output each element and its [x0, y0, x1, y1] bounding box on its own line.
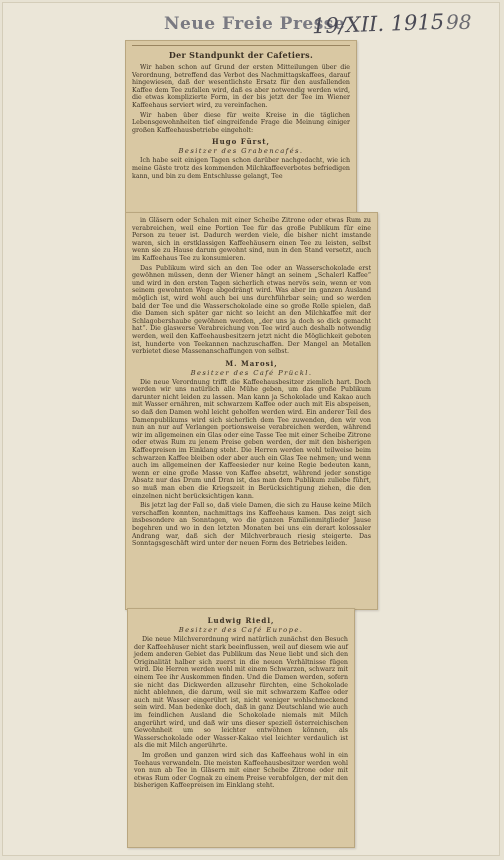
- clipping-top: [125, 40, 357, 213]
- page-number: 98: [446, 10, 472, 34]
- author-name: M. Marosi,: [225, 358, 278, 368]
- author-name: Hugo Fürst,: [212, 137, 270, 147]
- handwritten-date: 19/XII. 1915: [311, 9, 445, 39]
- paragraph: Wir haben schon auf Grund der ersten Mitteilungen über die Verordnung, betreffend das Verbot des Nachmittagskaffees, darauf hingewiesen, daß der wesentlichste Ersatz für den ausfallenden Kaffee dem Tee zufallen wird, daß es aber notwendig werden wird, die etwas komplizierte Form, in der bis jetzt der Tee im Wiener Kaffeehaus serviert wird, zu vereinfachen.: [132, 64, 350, 109]
- article-headline: Der Standpunkt der Cafetiers.: [168, 50, 314, 60]
- paragraph: Bis jetzt lag der Fall so, daß viele Damen, die sich zu Hause keine Milch verschaffen konnten, nachmittags ins Kaffeehaus kamen. Das zeigt sich insbesondere an Sonntagen, wo die ganzen Familienmitglieder Jause begehren und wo in den letzten Monaten bei uns ein derart kolossaler Andrang war, daß sich der Milchverbrauch riesig steigerte. Das Sonntagsgeschäft wird unter der neuen Form des Betriebes leiden.: [132, 502, 371, 548]
- paragraph: Die neue Milchverordnung wird natürlich zunächst den Besuch der Kaffeehäuser nicht stark beeinflussen, weil auf diesem wie auf jedem anderen Gebiet das Publikum das Neue liebt und sich den Originalität halber sich zuerst in die neuen Verhältnisse fügen wird. Die Herren werden wohl mit einem Schwarzen, schwarz mit einem Tee ihr Auskommen finden. Und die Damen werden, sofern sie nicht das Dickwerden allzusehr fürchten, eine Schokolade nicht ablehnen, die darum, weil sie mit schwarzem Kaffee oder auch mit Wasser eingerührt ist, nicht weniger wohlschmeckend sein wird. Man bedenke doch, daß in ganz Deutschland wie auch im feindlichen Ausland die Schokolade niemals mit Milch angerührt wird, und daß wir uns dieser speziell österreichischen Gewohnheit um so leichter entwöhnen können, als Wasserschokolade oder Wasser-Kakao viel leichter verdaulich ist als die mit Milch angerührte.: [134, 636, 348, 750]
- paragraph: Ich habe seit einigen Tagen schon darüber nachgedacht, wie ich meine Gäste trotz des kommenden Milchkaffeeverbotes befriedigen kann, und bin zu dem Entschlusse gelangt, Tee: [132, 157, 350, 180]
- author-role: Besitzer des Grabencafés.: [178, 147, 304, 156]
- paragraph: Wir haben über diese für weite Kreise in die täglichen Lebensgewohnheiten tief eingreifende Frage die Meinung einiger großen Kaffeehausbetriebe eingeholt:: [132, 111, 350, 134]
- paragraph: Das Publikum wird sich an den Tee oder an Wasserschokolade erst gewöhnen müssen, denn der Wiener hängt an seinem „Schalerl Kaffee“ und wird in den ersten Tagen sicherlich etwas nervös sein, wenn er von seinem gewohnten Wege abgedrängt wird. Was aber im ganzen Ausland möglich ist, wird wohl auch bei uns durchführbar sein; und so werden bald der Tee und die Wasserschokolade eine so große Rolle spielen, daß die Damen sich später gar nicht so leicht an den Milchkaffee mit der Schlagobershaube gewöhnen werden, „der uns ja doch so dick gemacht hat“. Die glaswerse Verabreichung von Tee wird auch deshalb notwendig werden, weil den Kaffeehausbesitzern jetzt nicht die Möglichkeit geboten ist, hunderte von Teekannen nachzuschaffen. Der Mangel an Metallen verbietet diese Massenanschaffungen von selbst.: [132, 264, 371, 356]
- author-role: Besitzer des Café Prückl.: [190, 368, 313, 377]
- author-name: Ludwig Riedl,: [207, 616, 275, 625]
- author-role: Besitzer des Café Europe.: [178, 626, 304, 634]
- paragraph: Die neue Verordnung trifft die Kaffeehausbesitzer ziemlich hart. Doch werden wir uns natürlich alle Mühe geben, um das große Publikum darunter nicht leiden zu lassen. Man kann ja Schokolade und Kakao auch mit Wasser ernähren, mit schwarzem Kaffee oder auch mit Eis abspeisen, so daß den Damen wohl leicht geholfen werden wird. Ein anderer Teil des Damenpublikums wird sich sicherlich dem Tee zuwenden, den wir von nun an nur auf Verlangen portionsweise verabreichen werden, während wir im allgemeinen ein Glas oder eine Tasse Tee mit einer Scheibe Zitrone oder etwas Rum zu jenem Preise geben werden, der mit den bisherigen Kaffeepreisen im Einklang steht. Die Herren werden wohl teilweise beim schwarzen Kaffee bleiben oder aber auch ein Glas Tee nehmen; und wenn auch im allgemeinen der Kaffeesieder nur keine Regie bedeuten kann, wenn er eine große Masse von Kaffee absetzt, während jeder sonstige Absatz nur das Drum und Dran ist, das man dem Publikum zuliebe führt, so muß man eben die Kriegszeit in Berücksichtigung ziehen, die den einzelnen nicht berücksichtigen kann.: [132, 378, 371, 500]
- clipping-bottom: [127, 608, 355, 848]
- newspaper-masthead: Neue Freie Presse: [164, 14, 346, 34]
- paragraph: in Gläsern oder Schalen mit einer Scheibe Zitrone oder etwas Rum zu verabreichen, weil eine Portion Tee für das große Publikum für eine Person zu teuer ist. Dadurch werden viele, die bisher nicht imstande waren, sich in erstklassigen Kaffeehäusern einen Tee zu leisten, selbst wenn sie zu Hause darum gewohnt sind, nun in den Stand versetzt, auch im Kaffeehaus Tee zu konsumieren.: [132, 217, 371, 262]
- clipping-middle: [125, 212, 378, 610]
- rule: [132, 45, 350, 46]
- paragraph: Im großen und ganzen wird sich das Kaffeehaus wohl in ein Teehaus verwandeln. Die meisten Kaffeehausbesitzer werden wohl von nun ab Tee in Gläsern mit einer Scheibe Zitrone oder mit etwas Rum oder Cognak zu einem Preise verabfolgen, der mit den bisherigen Kaffeepreisen im Einklang steht.: [134, 751, 348, 790]
